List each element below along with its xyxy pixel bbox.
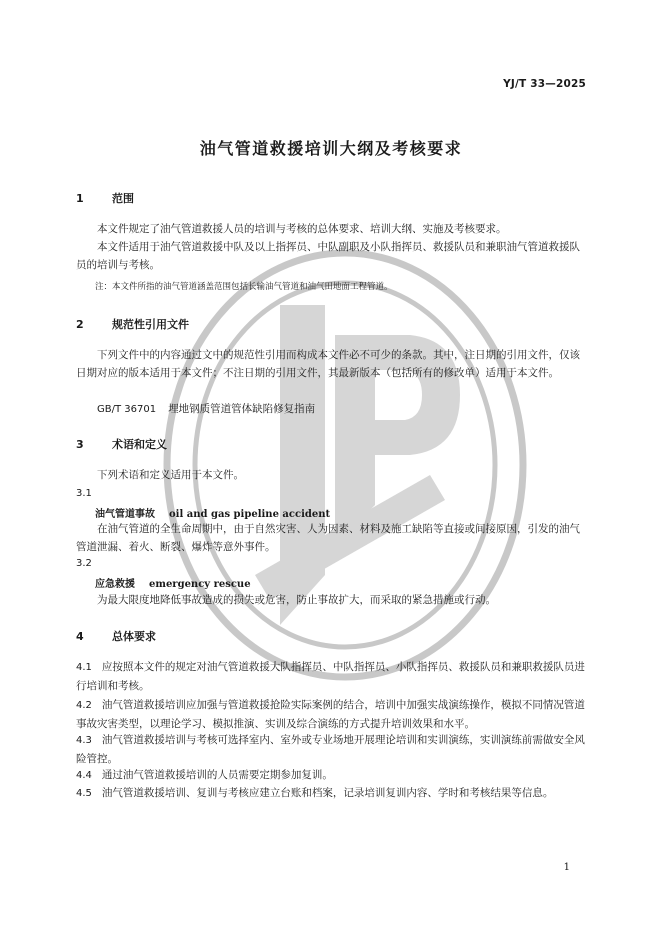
section-number: 2 <box>76 318 84 331</box>
requirement-text: 油气管道救援培训与考核可选择室内、室外或专业场地开展理论培训和实训演练，实训演练前需做安全风险管控。 <box>76 734 585 765</box>
requirement-text: 通过油气管道救援培训的人员需要定期参加复训。 <box>101 769 333 781</box>
requirement-item <box>76 696 586 733</box>
note: 注：本文件所指的油气管道涵盖范围包括长输油气管道和油气田地面工程管道。 <box>95 282 393 292</box>
term-en: oil and gas pipeline accident <box>169 509 331 520</box>
term-cn: 油气管道事故 <box>95 509 155 520</box>
section-heading-general-requirements <box>76 628 156 644</box>
page-number: 1 <box>563 862 570 873</box>
paragraph: 本文件规定了油气管道救援人员的培训与考核的总体要求、培训大纲、实施及考核要求。 <box>97 223 507 235</box>
section-title: 总体要求 <box>112 630 156 643</box>
term-heading <box>95 575 251 590</box>
section-heading-terms <box>76 436 167 452</box>
requirement-item <box>76 784 586 803</box>
term-cn: 应急救援 <box>95 579 135 590</box>
standard-code: YJ/T 33—2025 <box>503 78 586 90</box>
reference-code: GB/T 36701 <box>97 404 157 415</box>
requirement-text: 油气管道救援培训应加强与管道救援抢险实际案例的结合，培训中加强实战演练操作，模拟不同情况管道事故灾害类型，以理论学习、模拟推演、实训及综合演练的方式提升培训效果和水平。 <box>76 699 585 730</box>
reference-entry <box>76 400 586 419</box>
requirement-item <box>76 658 586 695</box>
requirement-number: 4.5 <box>76 788 92 799</box>
paragraph: 本文件适用于油气管道救援中队及以上指挥员、中队副职及小队指挥员、救援队员和兼职油气管道救援队员的培训与考核。 <box>76 241 580 271</box>
requirement-number: 4.2 <box>76 700 92 711</box>
term-en: emergency rescue <box>149 579 251 590</box>
clause-number: 3.1 <box>76 488 92 499</box>
requirement-number: 4.1 <box>76 662 92 673</box>
section-number: 1 <box>76 192 84 205</box>
section-number: 4 <box>76 630 84 643</box>
term-definition: 在油气管道的全生命周期中，由于自然灾害、人为因素、材料及施工缺陷等直接或间接原因，引发的油气管道泄漏、着火、断裂、爆炸等意外事件。 <box>76 523 580 553</box>
section-title: 规范性引用文件 <box>112 318 189 331</box>
requirement-number: 4.4 <box>76 770 92 781</box>
requirement-item <box>76 731 586 768</box>
reference-title: 埋地钢质管道管体缺陷修复指南 <box>168 403 316 415</box>
section-heading-normative-references <box>76 316 189 332</box>
term-heading <box>95 505 330 520</box>
requirement-item <box>76 766 586 785</box>
section-heading-scope <box>76 190 134 206</box>
watermark-logo <box>160 245 530 685</box>
clause-number: 3.2 <box>76 558 92 569</box>
section-number: 3 <box>76 438 84 451</box>
requirement-number: 4.3 <box>76 735 92 746</box>
paragraph: 下列术语和定义适用于本文件。 <box>97 469 244 481</box>
paragraph: 下列文件中的内容通过文中的规范性引用而构成本文件必不可少的条款。其中，注日期的引用文件，仅该日期对应的版本适用于本文件；不注日期的引用文件，其最新版本（包括所有的修改单）适用于本文件。 <box>76 349 580 379</box>
section-title: 术语和定义 <box>112 438 167 451</box>
requirement-text: 油气管道救援培训、复训与考核应建立台账和档案，记录培训复训内容、学时和考核结果等信息。 <box>101 787 554 799</box>
requirement-text: 应按照本文件的规定对油气管道救援大队指挥员、中队指挥员、小队指挥员、救援队员和兼职救援队员进行培训和考核。 <box>76 661 585 692</box>
section-title: 范围 <box>112 192 134 205</box>
term-definition: 为最大限度地降低事故造成的损失或危害，防止事故扩大，而采取的紧急措施或行动。 <box>97 594 496 606</box>
document-title: 油气管道救援培训大纲及考核要求 <box>199 139 463 158</box>
